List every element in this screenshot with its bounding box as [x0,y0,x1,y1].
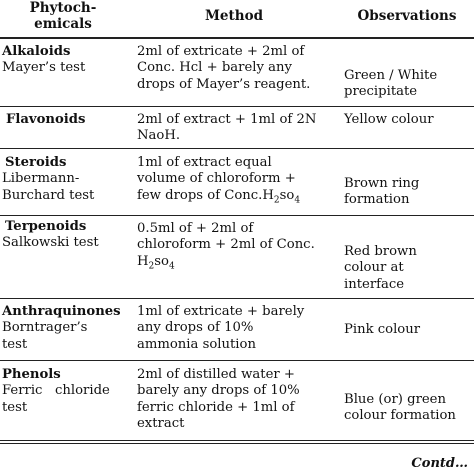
row-anthraquinones-observation: Pink colour [344,322,421,337]
subscript: 2 [148,261,155,272]
test-name: Salkowski test [2,235,99,251]
method-text: so [279,187,295,203]
header-phytochemicals: Phytoch- emicals [29,0,97,32]
row-steroids-name-cell [2,155,128,204]
subscript: 2 [273,195,280,206]
row-divider [0,360,474,361]
phytochemical-name: Terpenoids [5,219,87,234]
row-steroids-method [137,155,333,204]
header-method: Method [204,8,264,24]
row-phenols-observation: Blue (or) green colour formation [344,392,456,424]
phytochemical-name: Phenols [2,367,61,382]
subscript: 4 [168,261,175,272]
row-phenols-method: 2ml of distilled water + barely any drops of 10% ferric chloride + 1ml of extract [137,367,300,431]
method-text: so [154,253,169,269]
method-text: 0.5ml of + 2ml of chloroform + 2ml of Conc. H [137,221,315,269]
phytochemical-name: Anthraquinones [2,304,121,319]
test-name: Borntrager’s test [2,320,88,352]
test-name: Ferric chloride test [2,383,110,415]
phytochemical-name: Steroids [5,155,67,170]
row-divider [0,298,474,299]
row-flavonoids-method: 2ml of extract + 1ml of 2N NaoH. [137,112,317,144]
test-name: Libermann- Burchard test [2,171,95,203]
row-alkaloids-method: 2ml of extricate + 2ml of Conc. Hcl + barely any drops of Mayer’s reagent. [137,44,311,92]
continued-label: Contd… [411,456,468,471]
row-steroids-observation: Brown ring formation [344,176,420,208]
phytochemical-name: Flavonoids [6,112,86,127]
subscript: 4 [294,195,301,206]
row-flavonoids-name-cell [6,112,132,128]
row-terpenoids-method [137,221,333,270]
row-terpenoids-observation: Red brown colour at interface [344,244,417,292]
row-anthraquinones-name-cell [2,304,128,353]
table-bottom-rule [0,440,474,441]
row-divider [0,215,474,216]
row-phenols-name-cell [2,367,128,416]
row-alkaloids-observation: Green / White precipitate [344,68,438,100]
row-anthraquinones-method: 1ml of extricate + barely any drops of 10% ammonia solution [137,304,305,352]
row-alkaloids-name-cell [2,44,128,77]
header-observations: Observations [357,8,457,24]
test-name: Mayer’s test [2,60,86,76]
row-divider [0,106,474,107]
row-terpenoids-name-cell [2,219,128,252]
header-rule [0,37,474,39]
row-flavonoids-observation: Yellow colour [344,112,434,127]
table-bottom-rule [0,443,474,444]
phytochemical-name: Alkaloids [2,44,71,59]
method-text: 1ml of extract equal volume of chloroform + few drops of Conc.H [137,155,296,203]
row-divider [0,148,474,149]
